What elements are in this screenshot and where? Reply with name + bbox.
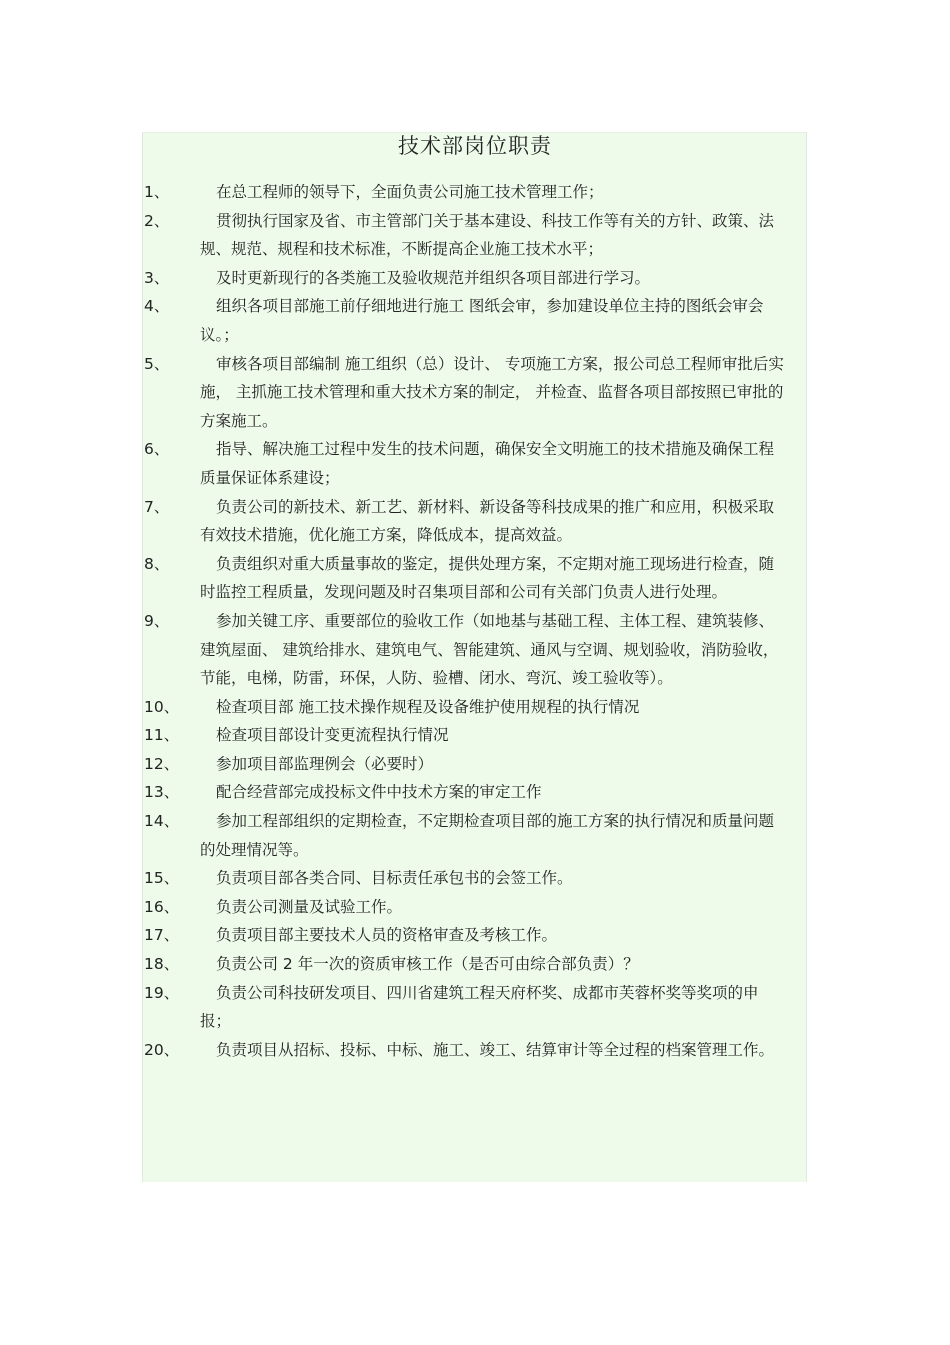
list-item — [142, 893, 807, 922]
list-item — [142, 178, 807, 207]
item-text: 负责项目从招标、投标、中标、施工、竣工、结算审计等全过程的档案管理工作。 — [216, 1040, 775, 1059]
item-text: 检查项目部 施工技术操作规程及设备维护使用规程的执行情况 — [216, 697, 640, 716]
item-number: 3、 — [144, 268, 170, 287]
item-number: 4、 — [144, 297, 170, 316]
item-text: 负责项目部各类合同、目标责任承包书的会签工作。 — [216, 869, 573, 888]
item-text: 审核各项目部编制 施工组织（总）设计、 专项施工方案，报公司总工程师审批后实施， 主抓施工技术管理和重大技术方案的制定， 并检查、监督各项目部按照已审批的方案施工。 — [200, 354, 784, 430]
item-text: 参加项目部监理例会（必要时） — [216, 754, 434, 773]
list-item — [142, 721, 807, 750]
item-text: 负责项目部主要技术人员的资格审查及考核工作。 — [216, 926, 558, 945]
item-number: 17、 — [144, 926, 180, 945]
item-text: 组织各项目部施工前仔细地进行施工 图纸会审，参加建设单位主持的图纸会审会议。； — [200, 297, 764, 344]
item-number: 11、 — [144, 726, 180, 745]
item-text: 参加关键工序、重要部位的验收工作（如地基与基础工程、主体工程、建筑装修、建筑屋面、 建筑给排水、建筑电气、智能建筑、通风与空调、规划验收，消防验收，节能，电梯，防雷，环保，人防、验槽、闭水、弯沉、竣工验收等）。 — [200, 611, 779, 688]
item-number: 1、 — [144, 183, 170, 201]
item-text: 负责公司的新技术、新工艺、新材料、新设备等科技成果的推广和应用，积极采取有效技术措施，优化施工方案，降低成本，提高效益。 — [200, 497, 775, 545]
item-number: 2、 — [144, 211, 170, 230]
item-number: 19、 — [144, 983, 180, 1002]
item-number: 15、 — [144, 869, 180, 888]
item-text: 贯彻执行国家及省、市主管部门关于基本建设、科技工作等有关的方针、政策、法规、规范、规程和技术标准，不断提高企业施工技术水平； — [200, 211, 775, 259]
item-number: 8、 — [144, 554, 170, 573]
item-text: 负责组织对重大质量事故的鉴定，提供处理方案，不定期对施工现场进行检查，随时监控工程质量，发现问题及时召集项目部和公司有关部门负责人进行处理。 — [200, 554, 775, 602]
item-number: 20、 — [144, 1040, 180, 1059]
list-item — [142, 778, 807, 807]
item-number: 9、 — [144, 611, 170, 630]
list-item — [142, 607, 807, 693]
responsibility-list — [142, 178, 807, 1064]
list-item — [142, 350, 807, 436]
item-text: 配合经营部完成投标文件中技术方案的审定工作 — [216, 783, 542, 802]
item-text: 及时更新现行的各类施工及验收规范并组织各项目部进行学习。 — [216, 268, 651, 287]
item-number: 5、 — [144, 354, 170, 373]
list-item — [142, 435, 807, 492]
list-item — [142, 864, 807, 893]
item-number: 6、 — [144, 440, 170, 459]
list-item — [142, 1036, 807, 1065]
list-item — [142, 807, 807, 864]
item-text: 指导、解决施工过程中发生的技术问题，确保安全文明施工的技术措施及确保工程质量保证体系建设； — [200, 440, 775, 487]
item-text: 检查项目部设计变更流程执行情况 — [216, 726, 449, 745]
item-text: 负责公司 2 年一次的资质审核工作（是否可由综合部负责）？ — [216, 955, 639, 974]
list-item — [142, 979, 807, 1036]
item-number: 10、 — [144, 697, 180, 716]
item-number: 7、 — [144, 497, 170, 516]
item-text: 参加工程部组织的定期检查，不定期检查项目部的施工方案的执行情况和质量问题的处理情况等。 — [200, 812, 775, 859]
list-item — [142, 207, 807, 264]
item-number: 16、 — [144, 897, 180, 916]
list-item — [142, 550, 807, 607]
list-item — [142, 264, 807, 293]
list-item — [142, 493, 807, 550]
item-number: 14、 — [144, 812, 180, 831]
item-number: 13、 — [144, 783, 180, 802]
list-item — [142, 693, 807, 722]
item-number: 12、 — [144, 754, 180, 773]
list-item — [142, 292, 807, 349]
list-item — [142, 921, 807, 950]
item-text: 负责公司科技研发项目、四川省建筑工程天府杯奖、成都市芙蓉杯奖等奖项的申报； — [200, 983, 759, 1031]
item-text: 在总工程师的领导下，全面负责公司施工技术管理工作； — [216, 183, 604, 201]
item-number: 18、 — [144, 955, 180, 974]
document-title: 技术部岗位职责 — [398, 134, 552, 158]
item-text: 负责公司测量及试验工作。 — [216, 897, 403, 916]
list-item — [142, 950, 807, 979]
list-item — [142, 750, 807, 779]
